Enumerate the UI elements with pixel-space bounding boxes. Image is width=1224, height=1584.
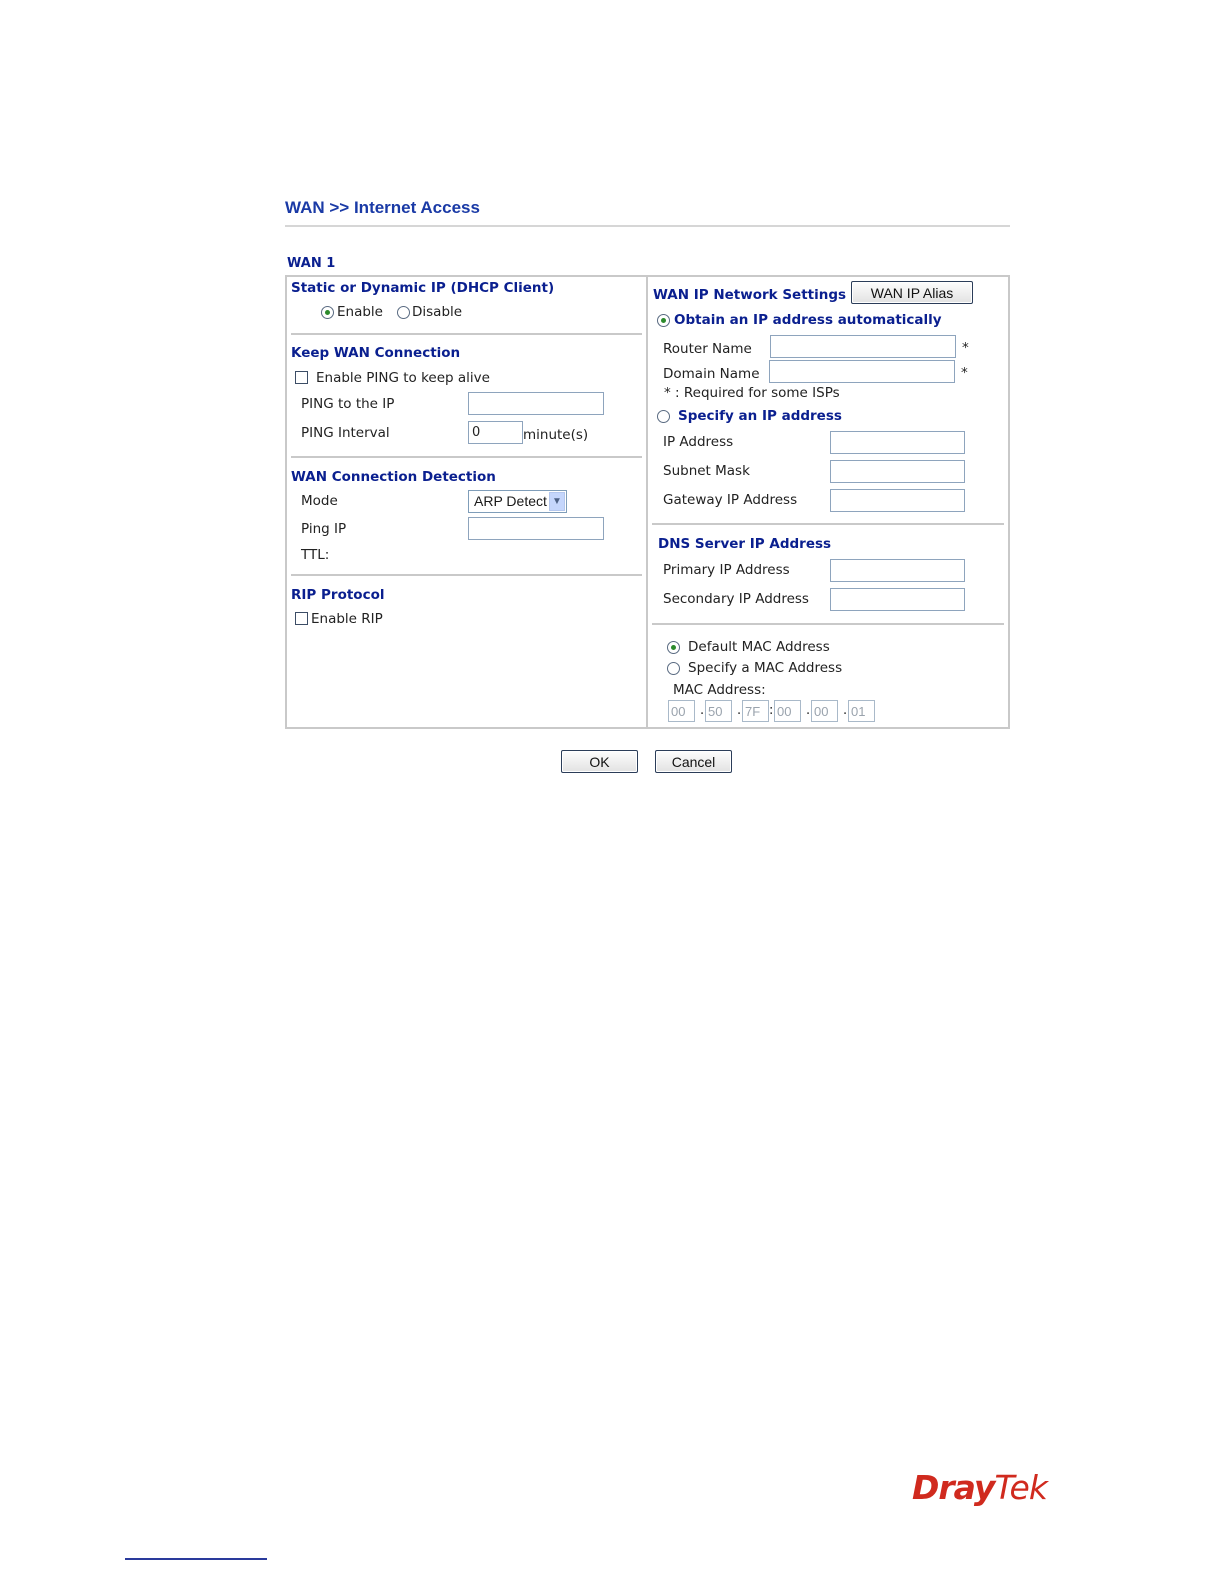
mac-octet-input[interactable] [848, 700, 875, 722]
specify-ip-radio[interactable] [657, 410, 670, 423]
specify-mac-radio[interactable] [667, 662, 680, 675]
secondary-dns-input[interactable] [830, 588, 965, 611]
section-divider [291, 456, 642, 458]
mac-separator: . [806, 703, 811, 718]
section-divider [291, 333, 642, 335]
domain-name-label: Domain Name [663, 366, 760, 382]
specify-mac-label: Specify a MAC Address [688, 660, 843, 676]
section-divider [652, 623, 1004, 625]
mac-octet-input[interactable] [811, 700, 838, 722]
section-divider [291, 574, 642, 576]
router-name-input[interactable] [770, 335, 956, 358]
detection-ping-ip-label: Ping IP [301, 521, 347, 537]
specify-ip-label: Specify an IP address [678, 408, 842, 424]
cancel-button[interactable]: Cancel [655, 750, 732, 773]
gateway-ip-label: Gateway IP Address [663, 492, 798, 508]
mode-select-value: ARP Detect [474, 493, 547, 509]
domain-name-required-mark: * [961, 365, 968, 381]
network-settings-title: WAN IP Network Settings [653, 287, 847, 303]
detection-ping-ip-input[interactable] [468, 517, 604, 540]
ping-interval-label: PING Interval [301, 425, 390, 441]
primary-dns-label: Primary IP Address [663, 562, 790, 578]
mac-address-label: MAC Address: [673, 682, 766, 698]
mac-separator: . [843, 703, 848, 718]
gateway-ip-input[interactable] [830, 489, 965, 512]
ok-button[interactable]: OK [561, 750, 638, 773]
enable-rip-checkbox[interactable] [295, 612, 308, 625]
mac-separator: . [700, 703, 705, 718]
panel-column-divider [646, 275, 648, 729]
obtain-ip-label: Obtain an IP address automatically [674, 312, 942, 328]
mode-label: Mode [301, 493, 338, 509]
rip-section-title: RIP Protocol [291, 587, 385, 603]
wan-ip-alias-button[interactable]: WAN IP Alias [851, 281, 973, 304]
mac-octet-input[interactable] [774, 700, 801, 722]
secondary-dns-label: Secondary IP Address [663, 591, 809, 607]
draytek-logo [912, 1468, 1047, 1507]
subnet-mask-input[interactable] [830, 460, 965, 483]
dhcp-disable-label: Disable [412, 304, 463, 320]
ttl-label: TTL: [301, 547, 330, 563]
logo-part-thin: Tek [994, 1468, 1047, 1507]
page-title: WAN >> Internet Access [285, 198, 480, 217]
logo-part-bold: Dray [912, 1468, 995, 1507]
ping-keep-alive-label: Enable PING to keep alive [316, 370, 490, 386]
enable-rip-label: Enable RIP [311, 611, 383, 627]
mac-octet-input[interactable] [705, 700, 732, 722]
obtain-ip-radio[interactable] [657, 314, 670, 327]
wan-section-label: WAN 1 [287, 256, 336, 271]
ip-address-input[interactable] [830, 431, 965, 454]
title-divider [285, 225, 1010, 227]
mac-octet-input[interactable] [742, 700, 769, 722]
chevron-down-icon[interactable]: ▼ [549, 492, 565, 511]
section-divider [652, 523, 1004, 525]
ping-interval-input[interactable] [468, 421, 523, 444]
domain-name-input[interactable] [769, 360, 955, 383]
ping-ip-label: PING to the IP [301, 396, 395, 412]
dhcp-enable-label: Enable [337, 304, 383, 320]
ping-keep-alive-checkbox[interactable] [295, 371, 308, 384]
keep-wan-section-title: Keep WAN Connection [291, 345, 461, 361]
primary-dns-input[interactable] [830, 559, 965, 582]
router-name-label: Router Name [663, 341, 752, 357]
ping-interval-unit: minute(s) [523, 427, 589, 443]
ping-ip-input[interactable] [468, 392, 604, 415]
mac-separator: : [769, 703, 774, 718]
required-note: * : Required for some ISPs [664, 385, 840, 401]
mac-separator: . [737, 703, 742, 718]
router-name-required-mark: * [962, 340, 969, 356]
mac-octet-input[interactable] [668, 700, 695, 722]
ip-address-label: IP Address [663, 434, 734, 450]
dhcp-section-title: Static or Dynamic IP (DHCP Client) [291, 280, 555, 296]
subnet-mask-label: Subnet Mask [663, 463, 750, 479]
dns-section-title: DNS Server IP Address [658, 536, 832, 552]
mode-select[interactable] [468, 490, 567, 513]
default-mac-label: Default MAC Address [688, 639, 830, 655]
dhcp-disable-radio[interactable] [397, 306, 410, 319]
footer-line [125, 1558, 267, 1560]
detection-section-title: WAN Connection Detection [291, 469, 496, 485]
dhcp-enable-radio[interactable] [321, 306, 334, 319]
default-mac-radio[interactable] [667, 641, 680, 654]
